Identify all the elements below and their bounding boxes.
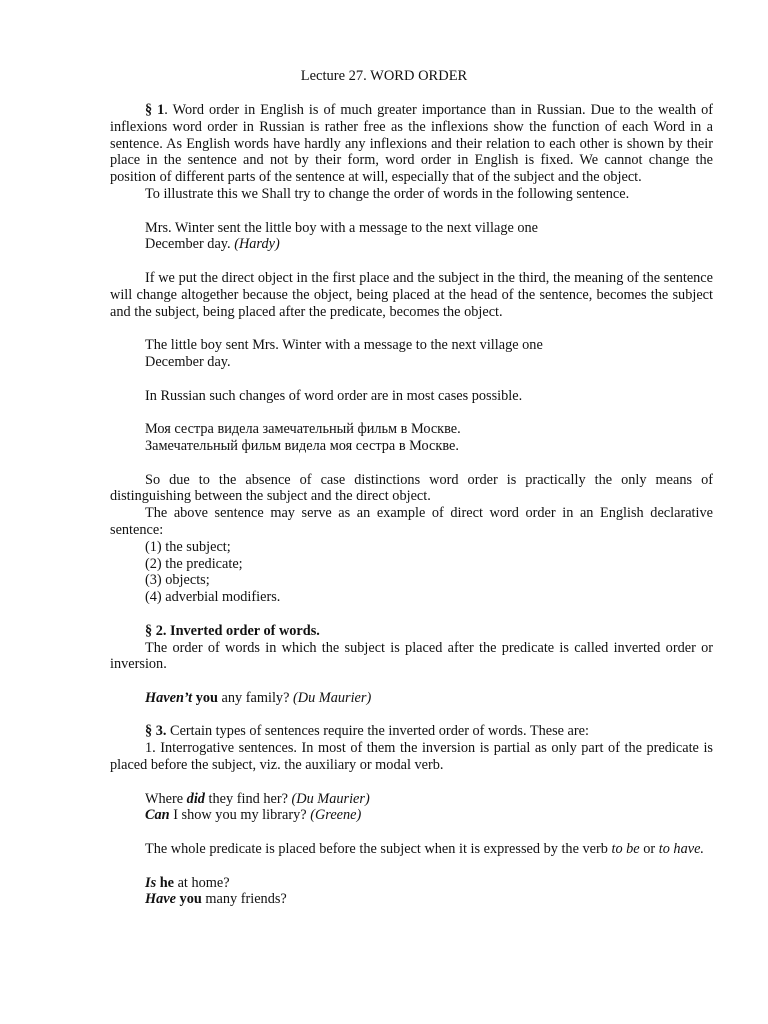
s2-paragraph-1: The order of words in which the subject is placed after the predicate is called inverted order or inversion. xyxy=(110,639,713,673)
s3-number: § 3. xyxy=(145,723,167,740)
s3-p2-or: or xyxy=(639,841,659,858)
s3-ex3-rest: at home? xyxy=(174,874,230,891)
s2-example-verb: Haven’t xyxy=(145,689,193,706)
list-item: (4) adverbial modifiers. xyxy=(145,589,281,606)
s3-ex4-rest: many friends? xyxy=(201,891,287,908)
list-item: (1) the subject; xyxy=(145,538,231,555)
s3-intro xyxy=(110,723,713,740)
example-2-line-1: The little boy sent Mrs. Winter with a message to the next village one xyxy=(145,337,543,354)
word-order-list xyxy=(110,539,713,606)
example-2-line-2: December day. xyxy=(145,353,231,370)
s3-ex4-subject: you xyxy=(175,891,202,908)
russian-line-2: Замечательный фильм видела моя сестра в Москве. xyxy=(145,437,459,454)
russian-example xyxy=(110,421,713,455)
s3-p2-to-have: to have. xyxy=(658,841,704,858)
s2-example-rest: any family? xyxy=(217,689,293,706)
s1-paragraph-5: So due to the absence of case distinctions word order is practically the only means of distinguishing between the subject and the direct object. xyxy=(110,471,713,505)
s3-ex4-verb: Have xyxy=(145,891,176,908)
s3-examples-2 xyxy=(110,875,713,909)
s2-heading-text: § 2. Inverted order of words. xyxy=(145,622,320,639)
s2-example-source: (Du Maurier) xyxy=(292,689,372,706)
list-item: (2) the predicate; xyxy=(145,555,243,572)
s1-p1-text: . Word order in English is of much greater importance than in Russian. Due to the wealth of inflexions word order in Russian is rather free as the inflexions show the function of each Word in a sentence. As English words have hardly any inflexions and their relation to each other is shown by their place in the sentence and not by their form, word order in English is fixed. We cannot change the position of different parts of the sentence at will, especially that of the subject and the object. xyxy=(110,102,713,186)
s3-ex1-rest: they find her? xyxy=(204,790,292,807)
s1-number: § 1 xyxy=(145,102,165,118)
s3-ex1-verb: did xyxy=(186,790,205,807)
s1-paragraph-1 xyxy=(110,102,713,186)
s3-p2-text: The whole predicate is placed before the subject when it is expressed by the verb xyxy=(145,841,612,858)
s3-ex3-subject: he xyxy=(156,874,175,891)
example-1 xyxy=(110,220,713,254)
s3-ex1-start: Where xyxy=(145,790,187,807)
russian-line-1: Моя сестра видела замечательный фильм в Москве. xyxy=(145,421,461,438)
s3-p2-to-be: to be xyxy=(611,841,640,858)
s3-examples-1 xyxy=(110,791,713,825)
s3-paragraph-1: 1. Interrogative sentences. In most of them the inversion is partial as only part of the predicate is placed before the subject, viz. the auxiliary or modal verb. xyxy=(110,740,713,774)
s1-paragraph-6: The above sentence may serve as an example of direct word order in an English declarative sentence: xyxy=(110,505,713,538)
s3-ex1-source: (Du Maurier) xyxy=(291,790,370,807)
s3-intro-text: Certain types of sentences require the inverted order of words. These are: xyxy=(166,723,589,740)
example-2 xyxy=(110,337,713,371)
s3-ex2-rest: I show you my library? xyxy=(169,807,311,824)
s3-paragraph-2 xyxy=(110,841,713,858)
example-1-line-2: December day. xyxy=(145,236,235,253)
document-body xyxy=(110,102,713,908)
s1-paragraph-2: To illustrate this we Shall try to change the order of words in the following sentence. xyxy=(145,185,630,202)
example-1-line-1: Mrs. Winter sent the little boy with a message to the next village one xyxy=(145,219,539,236)
s1-paragraph-3: If we put the direct object in the first place and the subject in the third, the meaning of the sentence will change altogether because the object, being placed at the head of the sentence, becomes the subject and the subject, being placed after the predicate, becomes the object. xyxy=(110,269,713,320)
s2-example-subject: you xyxy=(192,689,218,706)
s1-paragraph-4: In Russian such changes of word order are in most cases possible. xyxy=(145,387,523,404)
s3-ex2-source: (Greene) xyxy=(310,807,362,824)
page-title: Lecture 27. WORD ORDER xyxy=(300,68,468,84)
s2-example xyxy=(110,690,713,707)
s3-ex3-verb: Is xyxy=(145,874,157,891)
list-item: (3) objects; xyxy=(145,572,210,589)
s3-ex2-verb: Can xyxy=(145,807,170,824)
s2-heading xyxy=(110,623,713,640)
example-1-source: (Hardy) xyxy=(234,236,280,253)
